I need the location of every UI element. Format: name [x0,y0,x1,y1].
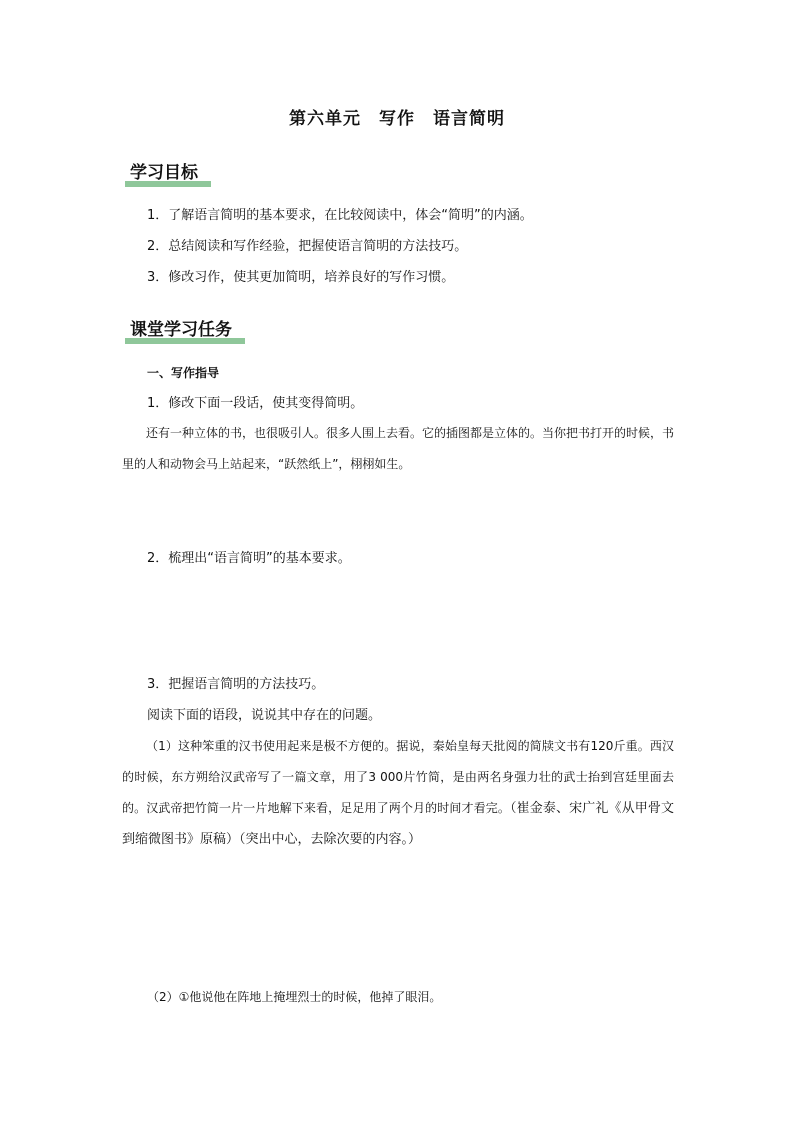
task-item-1: 1．修改下面一段话，使其变得简明。 [147,396,364,411]
page-title: 第六单元 写作 语言简明 [289,109,505,129]
goal-item-1: 1．了解语言简明的基本要求，在比较阅读中，体会“简明”的内涵。 [147,208,533,223]
section-heading-goals-text: 学习目标 [130,163,198,183]
task-item-3-intro: 阅读下面的语段，说说其中存在的问题。 [147,708,382,723]
section-heading-goals [128,162,198,184]
section-heading-tasks [128,319,232,341]
goal-item-2: 2．总结阅读和写作经验，把握使语言简明的方法技巧。 [147,239,468,254]
task-item-2: 2．梳理出“语言简明”的基本要求。 [147,551,351,566]
section-heading-tasks-text: 课堂学习任务 [130,320,232,340]
goal-item-3: 3．修改习作，使其更加简明，培养良好的写作习惯。 [147,270,455,285]
exercise-paragraph-2 [122,731,674,855]
exercise-paragraph-3: （2）①他说他在阵地上掩埋烈士的时候，他掉了眼泪。 [147,990,442,1004]
exercise-paragraph-1: 还有一种立体的书，也很吸引人。很多人围上去看。它的插图都是立体的。当你把书打开的时候，书里的人和动物会马上站起来，“跃然纸上”，栩栩如生。 [122,426,675,471]
tasks-subheading: 一、写作指导 [147,366,220,380]
task-item-3: 3．把握语言简明的方法技巧。 [147,677,325,692]
exercise-paragraph-2-text: （1）这种笨重的汉书使用起来是极不方便的。据说，秦始皇每天批阅的简牍文书有120斤重。西汉的时候，东方朔给汉武帝写了一篇文章，用了3 000片竹简，是由两名身强力壮的武士抬到宫廷里面去的。汉武帝把竹简一片一片地解下来看，足足用了两个月的时间才看完。 [122,739,674,815]
exercise-paragraph-2-source: （崔金泰、宋广礼《从甲骨文到缩微图书》原稿）（突出中心，去除次要的内容。） [122,801,674,847]
